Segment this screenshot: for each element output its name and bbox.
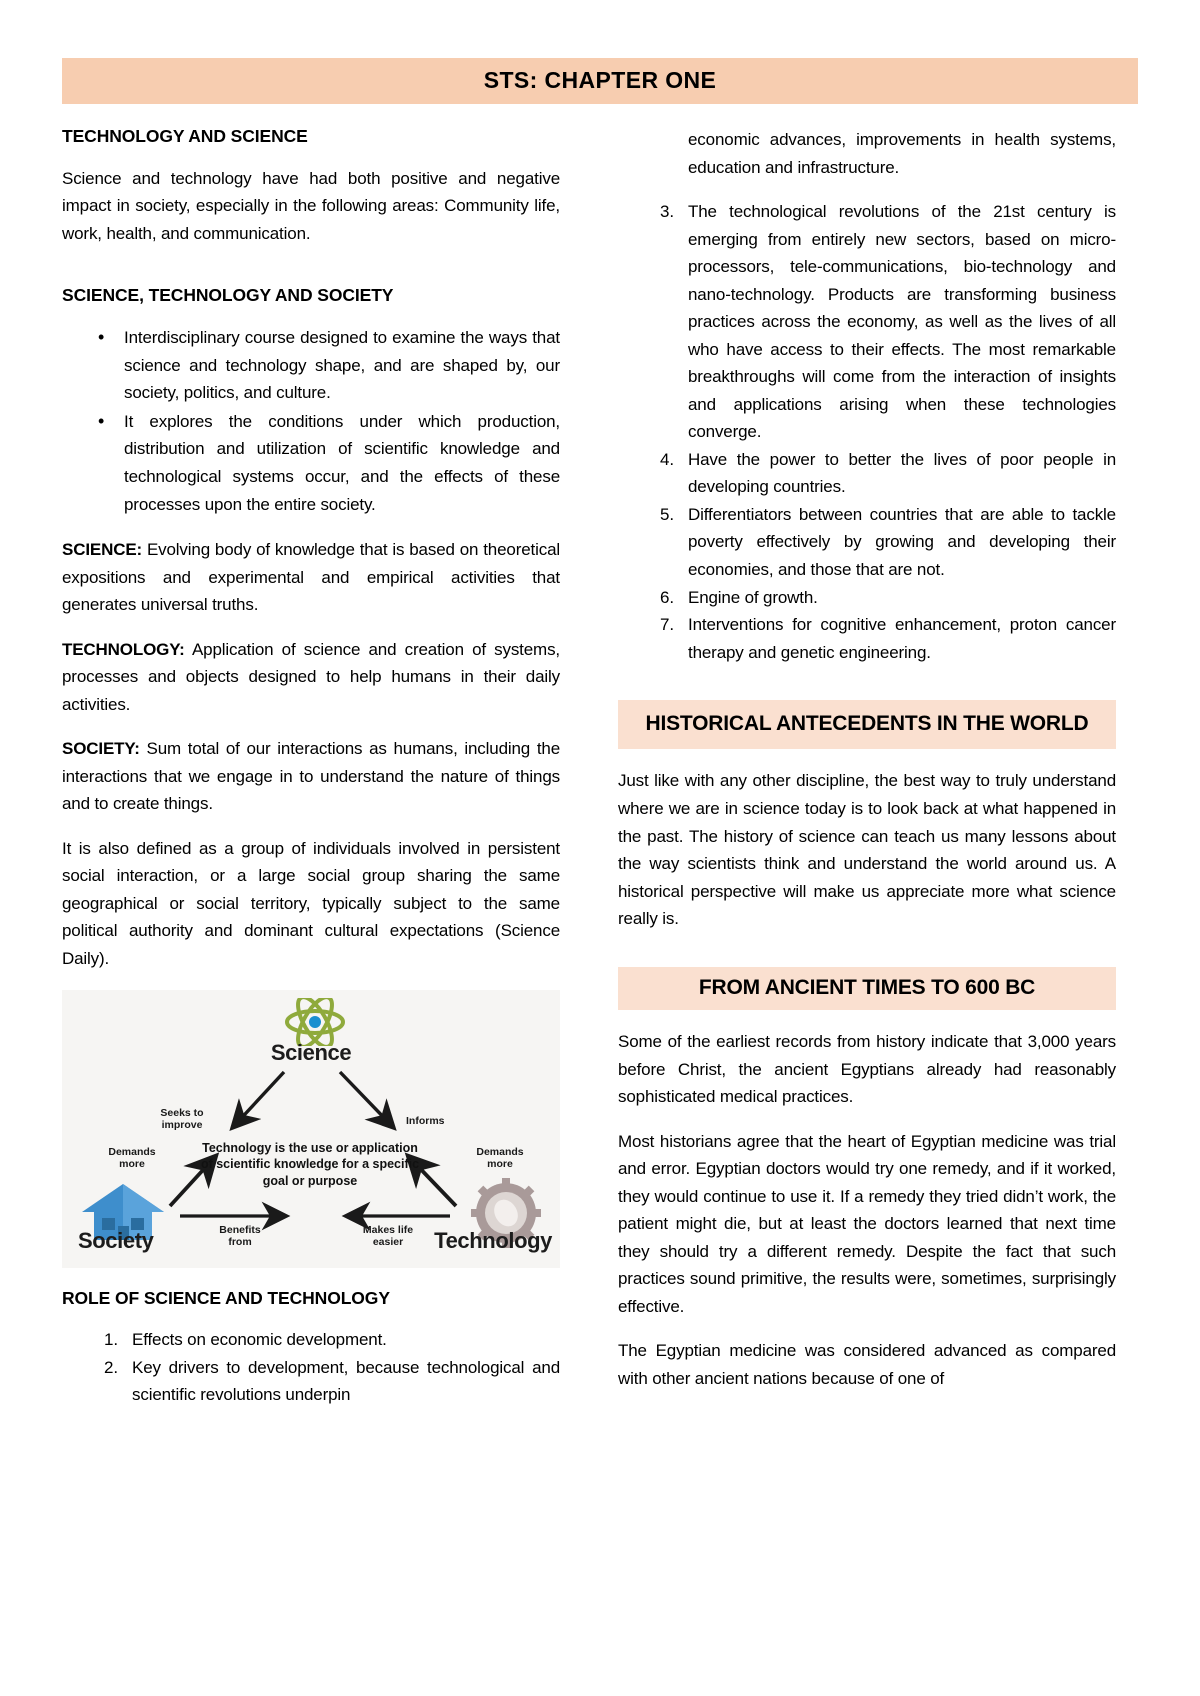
definition-term-society: SOCIETY:	[62, 739, 140, 759]
role-numbered-list	[62, 1326, 560, 1409]
paragraph-society-extended: It is also defined as a group of individuals involved in persistent social interaction, or a large social group sharing the same geographical or social territory, typically subject to the same political authority and dominant cultural expectations (Science Daily).	[62, 838, 560, 968]
heading-science-technology-society: SCIENCE, TECHNOLOGY AND SOCIETY	[62, 285, 394, 306]
right-column	[618, 126, 1116, 1392]
diagram-arrow-label-demands-more-right: Demands more	[476, 1145, 524, 1171]
definition-term-science: SCIENCE:	[62, 540, 143, 560]
definition-text-society: Sum total of our interactions as humans, including the interactions that we engage in to understand the nature of things and to create things.	[62, 739, 560, 814]
list-item: Effects on economic development.	[132, 1330, 387, 1350]
atom-icon	[284, 998, 346, 1046]
list-item: Key drivers to development, because technological and scientific revolutions underpin	[132, 1357, 560, 1405]
diagram-arrow-label-makes-life-easier: Makes life easier	[362, 1223, 414, 1249]
banner-historical-antecedents: HISTORICAL ANTECEDENTS IN THE WORLD	[618, 700, 1116, 749]
heading-role-of-science-and-technology: ROLE OF SCIENCE AND TECHNOLOGY	[62, 1287, 390, 1308]
two-column-body	[62, 126, 1138, 1425]
diagram-label-science: Science	[270, 1039, 352, 1065]
banner-from-ancient-times: FROM ANCIENT TIMES TO 600 BC	[618, 967, 1116, 1010]
diagram-arrow-label-benefits-from: Benefits from	[219, 1223, 261, 1249]
paragraph-ancient-2: Most historians agree that the heart of Egyptian medicine was trial and error. Egyptian doctors would try one remedy, and if it worked, they would continue to use it. If a remedy they tried didn’t work, the patient might die, but at least the doctors learned that next time they should try a different remedy. Despite the fact that such practices sound primitive, the results were, sometimes, surprisingly effective.	[618, 1131, 1116, 1316]
list-item: • It explores the conditions under which production, distribution and utilization of scientific knowledge and technological systems occur, and the effects of these processes upon the entire society.	[124, 408, 560, 518]
diagram-label-society: Society	[78, 1227, 154, 1253]
heading-technology-and-science: TECHNOLOGY AND SCIENCE	[62, 126, 308, 146]
diagram-arrow-label-informs: Informs	[406, 1114, 445, 1127]
paragraph-impact-areas: Science and technology have had both positive and negative impact in society, especially in the following areas: Community life, work, health, and communication.	[62, 168, 560, 243]
diagram-label-technology: Technology	[434, 1227, 552, 1253]
list-item: Differentiators between countries that are able to tackle poverty effectively by growing and developing their economies, and those that are not.	[688, 504, 1116, 579]
role-numbered-list-continued	[618, 198, 1116, 666]
list-item: • Interdisciplinary course designed to examine the ways that science and technology shape, and are shaped by, our society, politics, and culture.	[124, 324, 560, 407]
diagram-arrow-label-seeks-to-improve: Seeks to improve	[160, 1106, 204, 1132]
left-column	[62, 126, 560, 1425]
definition-society	[62, 735, 560, 818]
definition-text-science: Evolving body of knowledge that is based on theoretical expositions and experimental and empirical activities that generates universal truths.	[62, 540, 560, 615]
definition-science	[62, 536, 560, 619]
paragraph-ancient-3: The Egyptian medicine was considered advanced as compared with other ancient nations because of one of	[618, 1341, 1116, 1388]
list-item: The technological revolutions of the 21st century is emerging from entirely new sectors, based on micro-processors, tele-communications, bio-technology and nano-technology. Products are transforming business practices across the economy, as well as the lives of all who have access to their effects. The most remarkable breakthroughs will come from the interaction of insights and applications arising when these technologies converge.	[688, 202, 1116, 442]
list-item: Have the power to better the lives of poor people in developing countries.	[688, 449, 1116, 497]
paragraph-historical-intro: Just like with any other discipline, the best way to truly understand where we are in science today is to look back at what happened in the past. The history of science can teach us many lessons about the way scientists think and understand the world around us. A historical perspective will make us appreciate more what science really is.	[618, 771, 1116, 929]
definition-technology	[62, 636, 560, 719]
paragraph-continued-item-2: economic advances, improvements in health systems, education and infrastructure.	[688, 130, 1116, 177]
list-item: Interventions for cognitive enhancement, proton cancer therapy and genetic engineering.	[688, 615, 1116, 662]
chapter-title-banner: STS: CHAPTER ONE	[62, 58, 1138, 104]
definition-text-technology: Application of science and creation of systems, processes and objects designed to help humans in their daily activities.	[62, 639, 560, 714]
paragraph-ancient-1: Some of the earliest records from history indicate that 3,000 years before Christ, the ancient Egyptians already had reasonably sophisticated medical practices.	[618, 1031, 1116, 1107]
diagram-center-definition: Technology is the use or application of scientific knowledge for a specific goal or purpose	[200, 1140, 420, 1189]
diagram-arrow-label-demands-more-left: Demands more	[108, 1145, 156, 1171]
list-item: Engine of growth.	[688, 587, 818, 607]
sts-triangle-diagram	[62, 990, 560, 1268]
sts-bullet-list	[62, 324, 560, 518]
definition-term-technology: TECHNOLOGY:	[62, 639, 185, 659]
